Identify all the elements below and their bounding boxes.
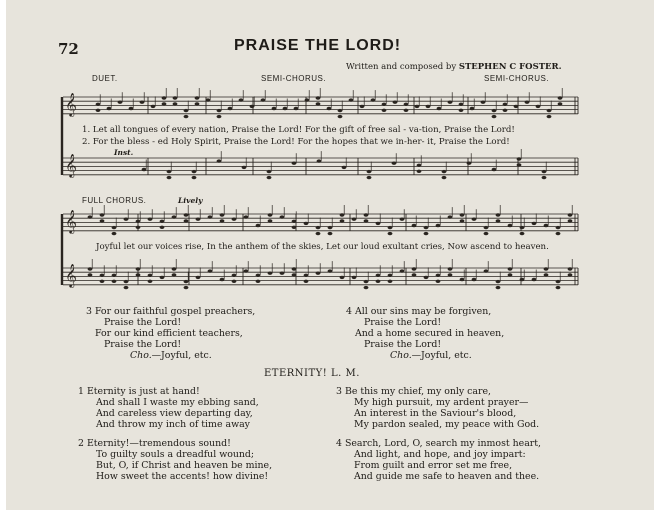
tempo-marking: Lively bbox=[178, 196, 203, 205]
note-head bbox=[136, 267, 141, 270]
note-head bbox=[220, 278, 225, 281]
note-head bbox=[304, 280, 309, 283]
note-head bbox=[568, 213, 573, 216]
note-head bbox=[460, 278, 465, 281]
note-head bbox=[412, 273, 417, 276]
note-head bbox=[426, 105, 431, 108]
note-head bbox=[424, 232, 429, 235]
note-head bbox=[195, 102, 200, 105]
note-head bbox=[556, 226, 561, 229]
note-head bbox=[140, 101, 145, 104]
note-head bbox=[558, 96, 563, 99]
note-head bbox=[328, 269, 333, 272]
stanza-line: Praise the Lord! bbox=[364, 339, 442, 350]
note-head bbox=[160, 226, 165, 229]
verse-line: And light, and hope, and joy impart: bbox=[354, 449, 526, 460]
hymn-title-eternity: ETERNITY! L. M. bbox=[264, 368, 360, 379]
note-head bbox=[148, 218, 153, 221]
note-head bbox=[338, 115, 343, 118]
note-head bbox=[448, 267, 453, 270]
note-head bbox=[484, 232, 489, 235]
verse-line: And guide me safe to heaven and thee. bbox=[354, 471, 540, 482]
verse-line-1: 1. Let all tongues of every nation, Praise the Lord! For the gift of free sal - va-tion, Praise the Lord! bbox=[82, 125, 515, 135]
note-head bbox=[382, 103, 387, 106]
verse-line: And careless view departing day, bbox=[96, 408, 253, 419]
verse-line: But, O, if Christ and heaven be mine, bbox=[96, 460, 273, 471]
note-head bbox=[292, 273, 297, 276]
note-head bbox=[172, 267, 177, 270]
note-head bbox=[436, 224, 441, 227]
note-head bbox=[88, 267, 93, 270]
note-head bbox=[316, 232, 321, 235]
note-head bbox=[88, 273, 93, 276]
note-head bbox=[525, 101, 530, 104]
note-head bbox=[316, 226, 321, 229]
note-head bbox=[492, 168, 497, 171]
chorus-text: —Joyful, etc. bbox=[151, 350, 212, 361]
note-head bbox=[400, 218, 405, 221]
note-head bbox=[88, 215, 93, 218]
note-head bbox=[340, 219, 345, 222]
note-head bbox=[404, 109, 409, 112]
note-head bbox=[184, 115, 189, 118]
credit-prefix: Written and composed by bbox=[346, 62, 457, 72]
note-head bbox=[256, 280, 261, 283]
note-head bbox=[292, 226, 297, 229]
verse-line: My high pursuit, my ardent prayer— bbox=[354, 397, 529, 408]
note-head bbox=[412, 267, 417, 270]
eternity-verse-1 bbox=[78, 386, 259, 430]
note-head bbox=[542, 170, 547, 173]
stanza-line: 3 For our faithful gospel preachers, bbox=[86, 306, 256, 317]
note-head bbox=[184, 219, 189, 222]
section-label-semichorus-2: SEMI-CHORUS. bbox=[484, 74, 550, 83]
note-head bbox=[292, 267, 297, 270]
verse-line: My pardon sealed, my peace with God. bbox=[354, 419, 540, 430]
stanza-line: Praise the Lord! bbox=[104, 317, 182, 328]
eternity-verse-4 bbox=[336, 438, 541, 482]
note-head bbox=[292, 220, 297, 223]
note-head bbox=[424, 226, 429, 229]
section-label-full-chorus: FULL CHORUS. bbox=[82, 196, 147, 205]
note-head bbox=[112, 274, 117, 277]
note-head bbox=[388, 280, 393, 283]
note-head bbox=[340, 276, 345, 279]
note-head bbox=[124, 218, 129, 221]
note-head bbox=[328, 226, 333, 229]
note-head bbox=[459, 103, 464, 106]
note-head bbox=[167, 176, 172, 179]
chorus-label: Cho. bbox=[390, 350, 412, 361]
note-head bbox=[172, 273, 177, 276]
note-head bbox=[442, 170, 447, 173]
note-head bbox=[460, 213, 465, 216]
note-head bbox=[520, 232, 525, 235]
note-head bbox=[217, 115, 222, 118]
note-head bbox=[136, 226, 141, 229]
note-head bbox=[107, 107, 112, 110]
treble-clef-icon: 𝄞 bbox=[65, 263, 77, 287]
note-head bbox=[514, 105, 519, 108]
stanza-line: Praise the Lord! bbox=[364, 317, 442, 328]
note-head bbox=[460, 219, 465, 222]
note-head bbox=[192, 176, 197, 179]
note-head bbox=[508, 273, 513, 276]
note-head bbox=[173, 102, 178, 105]
note-head bbox=[547, 115, 552, 118]
note-head bbox=[148, 280, 153, 283]
note-head bbox=[239, 98, 244, 101]
note-head bbox=[544, 224, 549, 227]
eternity-verse-2 bbox=[78, 438, 272, 482]
note-head bbox=[367, 170, 372, 173]
note-head bbox=[364, 280, 369, 283]
note-head bbox=[417, 170, 422, 173]
note-head bbox=[340, 213, 345, 216]
note-head bbox=[556, 280, 561, 283]
note-head bbox=[532, 278, 537, 281]
note-head bbox=[142, 168, 147, 171]
note-head bbox=[316, 96, 321, 99]
note-head bbox=[484, 226, 489, 229]
verse-line: 2 Eternity!—tremendous sound! bbox=[78, 438, 231, 449]
note-head bbox=[304, 274, 309, 277]
note-head bbox=[437, 107, 442, 110]
note-head bbox=[508, 267, 513, 270]
note-head bbox=[124, 280, 129, 283]
note-head bbox=[448, 101, 453, 104]
chorus-label: Cho. bbox=[130, 350, 152, 361]
note-head bbox=[360, 105, 365, 108]
note-head bbox=[342, 166, 347, 169]
note-head bbox=[415, 105, 420, 108]
note-head bbox=[327, 107, 332, 110]
stanza-4 bbox=[346, 306, 504, 361]
note-head bbox=[532, 222, 537, 225]
verse-line: From guilt and error set me free, bbox=[354, 460, 513, 471]
note-head bbox=[558, 102, 563, 105]
note-head bbox=[268, 219, 273, 222]
note-head bbox=[217, 159, 222, 162]
note-head bbox=[503, 109, 508, 112]
section-label-semichorus-1: SEMI-CHORUS. bbox=[261, 74, 327, 83]
note-head bbox=[442, 176, 447, 179]
note-head bbox=[96, 109, 101, 112]
page-number: 72 bbox=[58, 40, 79, 58]
note-head bbox=[294, 107, 299, 110]
note-head bbox=[517, 163, 522, 166]
note-head bbox=[371, 98, 376, 101]
note-head bbox=[536, 105, 541, 108]
hymnal-page bbox=[6, 0, 654, 510]
note-head bbox=[305, 98, 310, 101]
note-head bbox=[393, 101, 398, 104]
note-head bbox=[484, 269, 489, 272]
note-head bbox=[136, 220, 141, 223]
note-head bbox=[136, 273, 141, 276]
note-head bbox=[568, 219, 573, 222]
note-head bbox=[503, 103, 508, 106]
stanza-3 bbox=[86, 306, 255, 361]
note-head bbox=[256, 274, 261, 277]
note-head bbox=[96, 103, 101, 106]
verse-line: And shall I waste my ebbing sand, bbox=[96, 397, 259, 408]
note-head bbox=[508, 224, 513, 227]
note-head bbox=[112, 232, 117, 235]
note-head bbox=[364, 213, 369, 216]
note-head bbox=[196, 218, 201, 221]
note-head bbox=[338, 109, 343, 112]
note-head bbox=[208, 215, 213, 218]
note-head bbox=[148, 274, 153, 277]
note-head bbox=[268, 213, 273, 216]
note-head bbox=[492, 109, 497, 112]
note-head bbox=[436, 274, 441, 277]
note-head bbox=[184, 280, 189, 283]
note-head bbox=[160, 220, 165, 223]
stanza-line: For our kind efficient teachers, bbox=[95, 328, 243, 339]
note-head bbox=[382, 109, 387, 112]
note-head bbox=[392, 162, 397, 165]
treble-clef-icon: 𝄞 bbox=[65, 92, 77, 116]
note-head bbox=[448, 273, 453, 276]
note-head bbox=[192, 170, 197, 173]
note-head bbox=[470, 107, 475, 110]
note-head bbox=[208, 269, 213, 272]
note-head bbox=[520, 278, 525, 281]
note-head bbox=[496, 286, 501, 289]
note-head bbox=[388, 232, 393, 235]
note-head bbox=[352, 218, 357, 221]
note-head bbox=[544, 273, 549, 276]
chorus-text: —Joyful, etc. bbox=[411, 350, 472, 361]
stanza-line: And a home secured in heaven, bbox=[355, 328, 505, 339]
note-head bbox=[304, 222, 309, 225]
note-head bbox=[100, 274, 105, 277]
note-head bbox=[556, 232, 561, 235]
note-head bbox=[100, 280, 105, 283]
chorus-reference bbox=[86, 350, 255, 361]
verse-line: An interest in the Saviour's blood, bbox=[354, 408, 517, 419]
note-head bbox=[496, 213, 501, 216]
note-head bbox=[316, 272, 321, 275]
note-head bbox=[352, 276, 357, 279]
credit-author: STEPHEN C FOSTER. bbox=[458, 62, 562, 72]
verse-line: 1 Eternity is just at hand! bbox=[78, 386, 200, 397]
note-head bbox=[568, 267, 573, 270]
eternity-verse-3 bbox=[336, 386, 539, 430]
note-head bbox=[481, 101, 486, 104]
stanza-line: 4 All our sins may be forgiven, bbox=[346, 306, 492, 317]
note-head bbox=[173, 96, 178, 99]
note-head bbox=[129, 107, 134, 110]
note-head bbox=[367, 176, 372, 179]
section-label-duet: DUET. bbox=[92, 74, 118, 83]
note-head bbox=[232, 274, 237, 277]
note-head bbox=[244, 269, 249, 272]
note-head bbox=[283, 107, 288, 110]
note-head bbox=[349, 98, 354, 101]
sheet-music bbox=[6, 0, 654, 305]
verse-line: How sweet the accents! how divine! bbox=[96, 471, 269, 482]
note-head bbox=[376, 222, 381, 225]
note-head bbox=[232, 280, 237, 283]
note-head bbox=[412, 224, 417, 227]
note-head bbox=[272, 107, 277, 110]
note-head bbox=[292, 162, 297, 165]
note-head bbox=[376, 280, 381, 283]
note-head bbox=[162, 102, 167, 105]
verse-line: 4 Search, Lord, O, search my inmost heart, bbox=[336, 438, 542, 449]
note-head bbox=[436, 280, 441, 283]
treble-clef-icon: 𝄞 bbox=[65, 153, 77, 177]
note-head bbox=[472, 278, 477, 281]
note-head bbox=[400, 269, 405, 272]
note-head bbox=[317, 159, 322, 162]
chorus-reference bbox=[346, 350, 504, 361]
note-head bbox=[542, 176, 547, 179]
note-head bbox=[184, 213, 189, 216]
note-head bbox=[472, 218, 477, 221]
instrument-marking: Inst. bbox=[114, 148, 134, 157]
note-head bbox=[100, 213, 105, 216]
note-head bbox=[328, 232, 333, 235]
note-head bbox=[250, 105, 255, 108]
note-head bbox=[404, 103, 409, 106]
note-head bbox=[118, 101, 123, 104]
note-head bbox=[256, 224, 261, 227]
note-head bbox=[100, 219, 105, 222]
verse-line-2: 2. For the bless - ed Holy Spirit, Praise the Lord! For the hopes that we in-her- it, Praise the Lord! bbox=[82, 137, 510, 147]
note-head bbox=[520, 226, 525, 229]
stanza-line: Praise the Lord! bbox=[104, 339, 182, 350]
note-head bbox=[364, 286, 369, 289]
note-head bbox=[261, 98, 266, 101]
note-head bbox=[151, 105, 156, 108]
note-head bbox=[112, 226, 117, 229]
note-head bbox=[556, 286, 561, 289]
note-head bbox=[547, 109, 552, 112]
note-head bbox=[217, 109, 222, 112]
note-head bbox=[316, 102, 321, 105]
note-head bbox=[568, 273, 573, 276]
note-head bbox=[492, 115, 497, 118]
note-head bbox=[167, 170, 172, 173]
note-head bbox=[206, 98, 211, 101]
note-head bbox=[467, 162, 472, 165]
note-head bbox=[280, 215, 285, 218]
note-head bbox=[388, 226, 393, 229]
verse-line: To guilty souls a dreadful wound; bbox=[96, 449, 255, 460]
note-head bbox=[496, 280, 501, 283]
note-head bbox=[268, 272, 273, 275]
note-head bbox=[195, 96, 200, 99]
chorus-lyric: Joyful let our voices rise, In the anthem of the skies, Let our loud exultant cries, Now ascend to heaven. bbox=[96, 242, 549, 252]
note-head bbox=[220, 213, 225, 216]
note-head bbox=[459, 109, 464, 112]
note-head bbox=[267, 176, 272, 179]
note-head bbox=[184, 286, 189, 289]
note-head bbox=[280, 272, 285, 275]
note-head bbox=[220, 219, 225, 222]
verse-line: 3 Be this my chief, my only care, bbox=[336, 386, 492, 397]
note-head bbox=[162, 96, 167, 99]
note-head bbox=[448, 215, 453, 218]
note-head bbox=[496, 219, 501, 222]
note-head bbox=[160, 276, 165, 279]
note-head bbox=[388, 274, 393, 277]
note-head bbox=[196, 276, 201, 279]
note-head bbox=[228, 107, 233, 110]
note-head bbox=[544, 267, 549, 270]
note-head bbox=[364, 219, 369, 222]
note-head bbox=[267, 170, 272, 173]
note-head bbox=[184, 109, 189, 112]
note-head bbox=[124, 286, 129, 289]
verse-line: And throw my inch of time away bbox=[96, 419, 250, 430]
page-title: PRAISE THE LORD! bbox=[234, 37, 402, 54]
note-head bbox=[242, 166, 247, 169]
note-head bbox=[232, 218, 237, 221]
note-head bbox=[424, 276, 429, 279]
treble-clef-icon: 𝄞 bbox=[65, 209, 77, 233]
note-head bbox=[172, 215, 177, 218]
note-head bbox=[112, 280, 117, 283]
note-head bbox=[417, 164, 422, 167]
note-head bbox=[376, 274, 381, 277]
note-head bbox=[244, 215, 249, 218]
note-head bbox=[517, 157, 522, 160]
